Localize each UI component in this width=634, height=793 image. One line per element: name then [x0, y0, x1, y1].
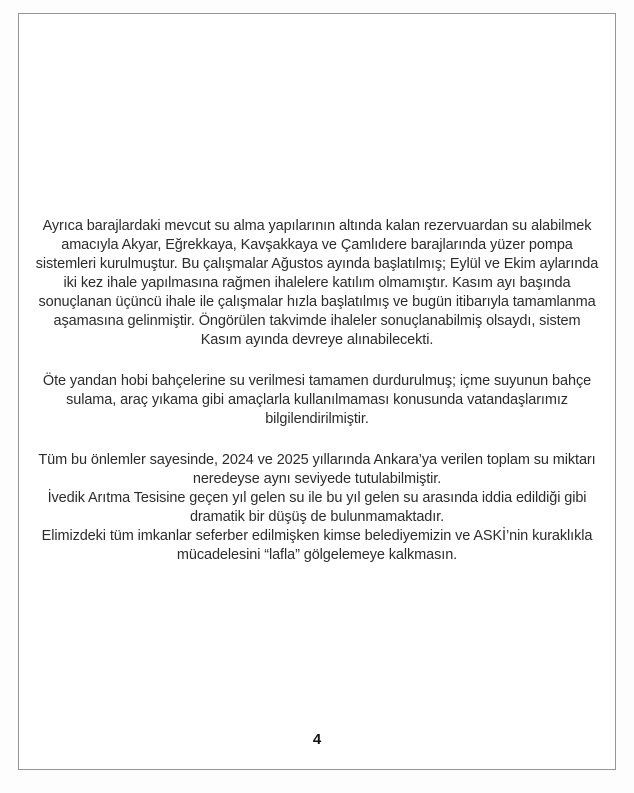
page-body [35, 217, 599, 565]
document-page [18, 13, 616, 770]
paragraph-barajlar-pompa: Ayrıca barajlardaki mevcut su alma yapılarının altında kalan rezervuardan su alabilmek amacıyla Akyar, Eğrekkaya, Kavşakkaya ve Çamlıdere barajlarında yüzer pompa sistemleri kurulmuştur. Bu çalışmalar Ağustos ayında başlatılmış; Eylül ve Ekim aylarında iki kez ihale yapılmasına rağmen ihalelere katılım olmamıştır. Kasım ayı başında sonuçlanan üçüncü ihale ile çalışmalar hızla başlatılmış ve bugün itibarıyla tamamlanma aşamasına gelinmiştir. Öngörülen takvimde ihaleler sonuçlanabilmiş olsaydı, sistem Kasım ayında devreye alınabilecekti. [35, 218, 599, 348]
paragraph-toplam-su: Tüm bu önlemler sayesinde, 2024 ve 2025 yıllarında Ankara’ya verilen toplam su miktarı neredeyse aynı seviyede tutulabilmiştir. [38, 452, 596, 487]
paragraph-group-onlemler [35, 451, 599, 565]
page-number: 4 [312, 731, 322, 748]
paragraph-ivedik-aritma: İvedik Arıtma Tesisine geçen yıl gelen su ile bu yıl gelen su arasında iddia edildiği gibi dramatik bir düşüş de bulunmamaktadır. [47, 490, 587, 525]
paragraph-kuraklik-mucadele: Elimizdeki tüm imkanlar seferber edilmişken kimse belediyemizin ve ASKİ’nin kuraklıkla mücadelesini “lafla” gölgelemeye kalkmasın. [41, 528, 593, 563]
paragraph-hobi-bahceleri: Öte yandan hobi bahçelerine su verilmesi tamamen durdurulmuş; içme suyunun bahçe sulama, araç yıkama gibi amaçlarla kullanılmaması konusunda vatandaşlarımız bilgilendirilmiştir. [42, 373, 592, 427]
